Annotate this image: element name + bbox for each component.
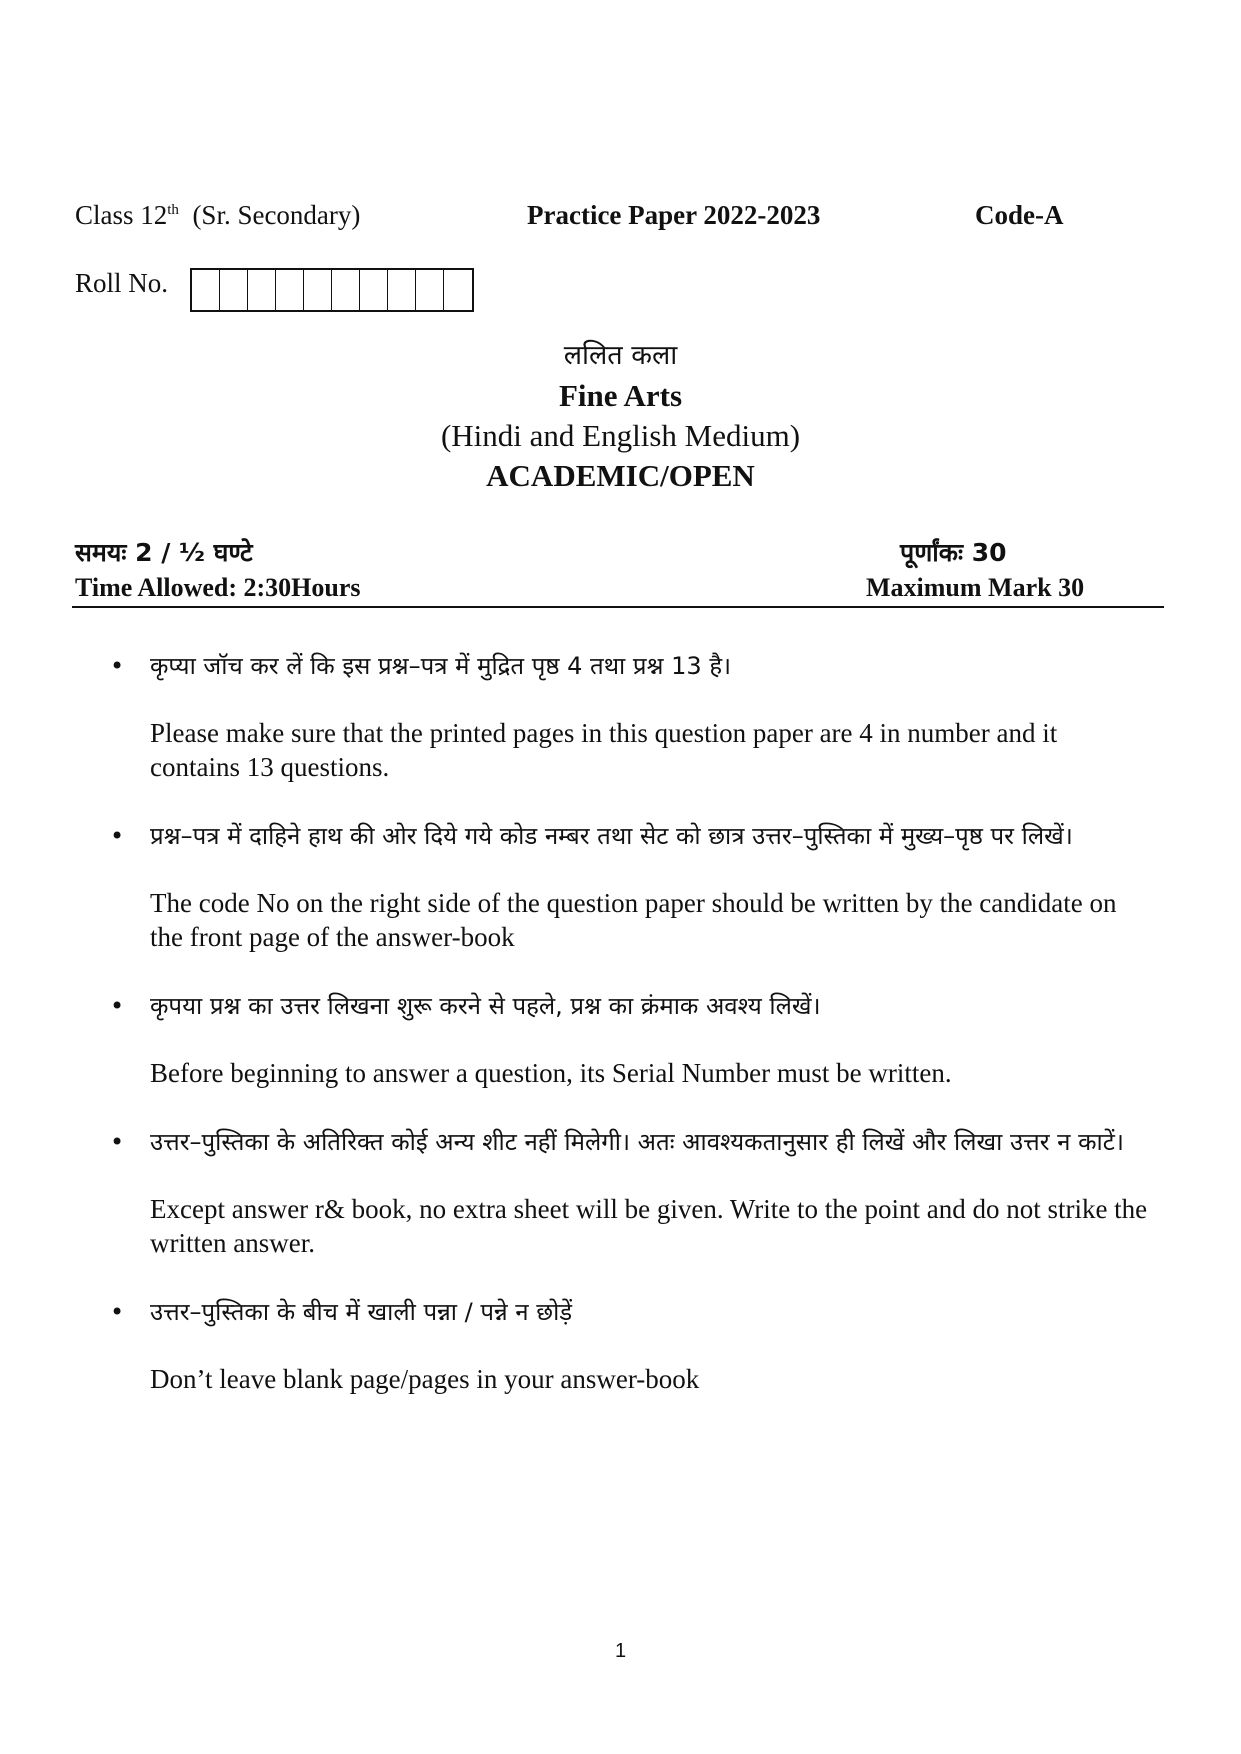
instruction-hindi [110, 648, 1150, 684]
bullet-icon: • [110, 1298, 125, 1326]
paper-code: Code-A [975, 200, 1064, 230]
instruction-hindi-text: प्रश्न–पत्र में दाहिने हाथ की ओर दिये गये कोड नम्बर तथा सेट को छात्र उत्तर–पुस्तिका में मुख्य–पृष्ठ पर लिखें। [150, 822, 1073, 850]
instruction-hindi-text: उत्तर–पुस्तिका के बीच में खाली पन्ना / पन्ने न छोड़ें [150, 1298, 573, 1326]
instruction-hindi-text: कृपया प्रश्न का उत्तर लिखना शुरू करने से पहले, प्रश्न का क्रंमाक अवश्य लिखें। [150, 992, 821, 1020]
instruction-hindi-text: उत्तर–पुस्तिका के अतिरिक्त कोई अन्य शीट नहीं मिलेगी। अतः आवश्यकतानुसार ही लिखें और लिखा उत्तर न काटें। [150, 1128, 1124, 1156]
instruction-hindi [110, 818, 1150, 854]
header-divider [72, 606, 1164, 608]
medium-label: (Hindi and English Medium) [440, 418, 801, 453]
instruction-english: Please make sure that the printed pages in this question paper are 4 in number and it contains 13 questions. [150, 718, 1058, 782]
subject-english: Fine Arts [558, 378, 683, 413]
time-english: Time Allowed: 2:30Hours [75, 573, 361, 602]
roll-box[interactable] [444, 270, 472, 310]
roll-box[interactable] [248, 270, 276, 310]
roll-box[interactable] [332, 270, 360, 310]
instruction-item [110, 988, 1150, 1090]
instruction-item [110, 818, 1150, 954]
instruction-item [110, 1124, 1150, 1260]
roll-box[interactable] [220, 270, 248, 310]
class-label [75, 200, 360, 231]
instruction-hindi [110, 988, 1150, 1024]
roll-box[interactable] [276, 270, 304, 310]
bullet-icon: • [110, 1128, 125, 1156]
instruction-english: The code No on the right side of the question paper should be written by the candidate on the front page of the answer-book [150, 888, 1117, 952]
page-number: 1 [614, 1640, 627, 1662]
marks-english: Maximum Mark 30 [866, 573, 1085, 602]
bullet-icon: • [110, 992, 125, 1020]
instruction-item [110, 1294, 1150, 1396]
instructions-list [110, 648, 1150, 1430]
roll-box[interactable] [360, 270, 388, 310]
instruction-hindi [110, 1124, 1150, 1160]
class-number: Class 12 [75, 200, 168, 230]
roll-box[interactable] [304, 270, 332, 310]
instruction-english: Except answer r& book, no extra sheet will be given. Write to the point and do not strike the written answer. [150, 1194, 1148, 1258]
bullet-icon: • [110, 822, 125, 850]
instruction-hindi-text: कृप्या जॉच कर लें कि इस प्रश्न–पत्र में मुद्रित पृष्ठ 4 तथा प्रश्न 13 है। [150, 652, 732, 680]
roll-number-boxes[interactable] [190, 268, 474, 312]
title-block [0, 336, 1241, 496]
instruction-hindi [110, 1294, 1150, 1330]
bullet-icon: • [110, 652, 125, 680]
class-level: (Sr. Secondary) [192, 200, 361, 230]
stream-label: ACADEMIC/OPEN [486, 458, 755, 493]
instruction-item [110, 648, 1150, 784]
instruction-english: Before beginning to answer a question, its Serial Number must be written. [150, 1058, 952, 1088]
subject-hindi: ललित कला [563, 340, 678, 371]
practice-paper-title: Practice Paper 2022-2023 [527, 200, 821, 230]
roll-number-label: Roll No. [75, 268, 169, 298]
time-hindi: समयः 2 / ½ घण्टे [75, 538, 253, 567]
instruction-english: Don’t leave blank page/pages in your answer-book [150, 1364, 700, 1394]
roll-box[interactable] [192, 270, 220, 310]
marks-hindi: पूर्णांकः 30 [900, 538, 1007, 567]
roll-box[interactable] [416, 270, 444, 310]
class-superscript: th [167, 202, 179, 218]
roll-box[interactable] [388, 270, 416, 310]
